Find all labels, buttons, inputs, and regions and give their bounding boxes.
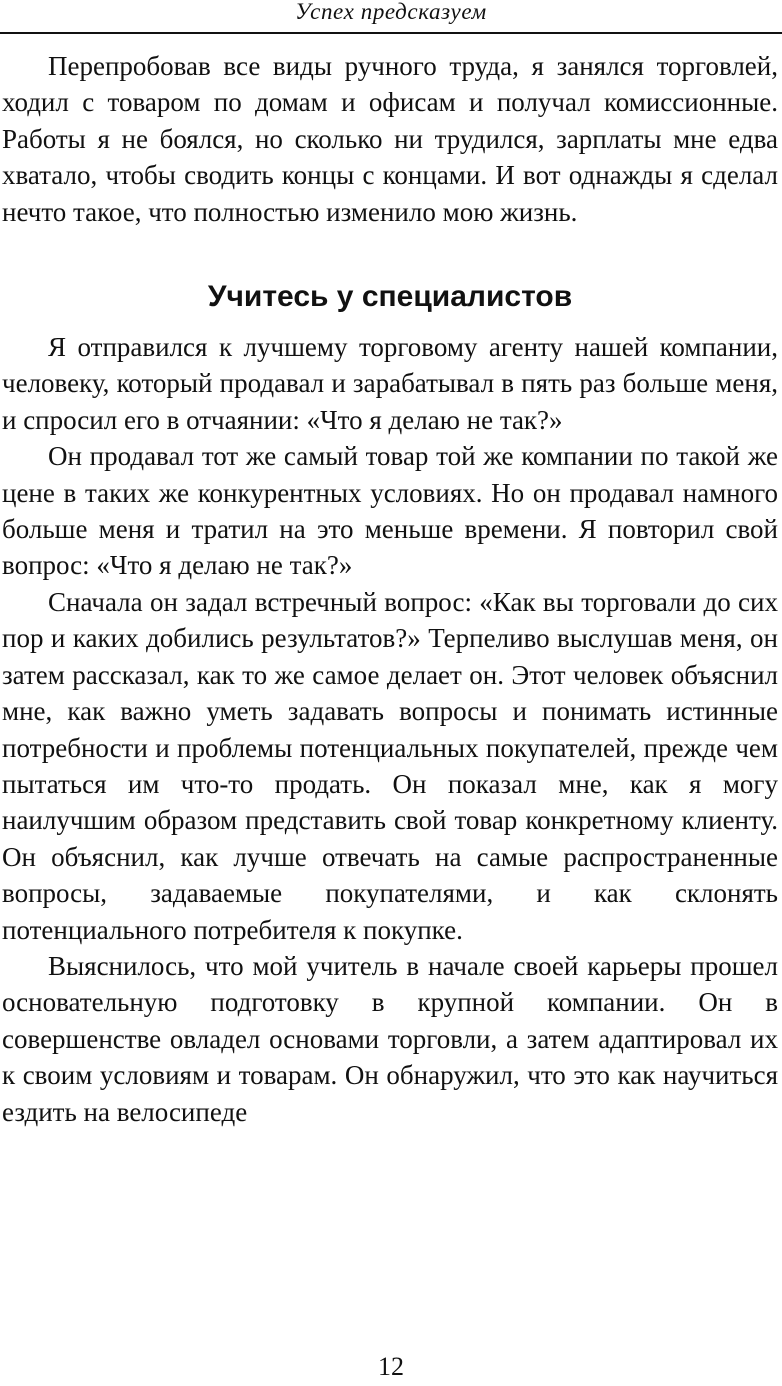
page-number: 12 <box>378 1352 404 1381</box>
paragraph-4: Выяснилось, что мой учитель в начале своей карьеры прошел основательную подготовку в крупной компании. Он в совершенстве овладел основами торговли, а затем адаптировал их к своим условиям и товарам. Он обнаружил, что это как научиться ездить на велосипеде <box>2 950 778 1127</box>
paragraph-1: Я отправился к лучшему торговому агенту нашей компании, человеку, который продавал и зарабатывал в пять раз больше меня, и спросил его в отчаянии: «Что я делаю не так?» <box>2 332 778 435</box>
paragraph-2: Он продавал тот же самый товар той же компании по такой же цене в таких же конкурентных условиях. Но он продавал намного больше меня и тратил на это меньше времени. Я повторил свой вопрос: «Что я делаю не так?» <box>2 441 778 581</box>
section-title: Учитесь у специалистов <box>207 280 573 314</box>
paragraph-intro: Перепробовав все виды ручного труда, я занялся торговлей, ходил с товаром по домам и офисам и получал комиссионные. Работы я не боялся, но сколько ни трудился, зарплаты мне едва хватало, чтобы сводить концы с концами. И вот однажды я сделал нечто такое, что полностью изменило мою жизнь. <box>2 51 778 227</box>
page-body <box>2 48 778 1130</box>
paragraph-3: Сначала он задал встречный вопрос: «Как вы торговали до сих пор и каких добились результатов?» Терпеливо выслушав меня, он затем рассказал, как то же самое делает он. Этот человек объяснил мне, как важно уметь задавать вопросы и понимать истинные потребности и проблемы потенциальных покупателей, прежде чем пытаться им что-то продать. Он показал мне, как я могу наилучшим образом представить свой товар конкретному клиенту. Он объяснил, как лучше отвечать на самые распространенные вопросы, задаваемые покупателями, и как склонять потенциального потребителя к покупке. <box>2 586 778 945</box>
running-header: Успех предсказуем <box>0 0 782 34</box>
